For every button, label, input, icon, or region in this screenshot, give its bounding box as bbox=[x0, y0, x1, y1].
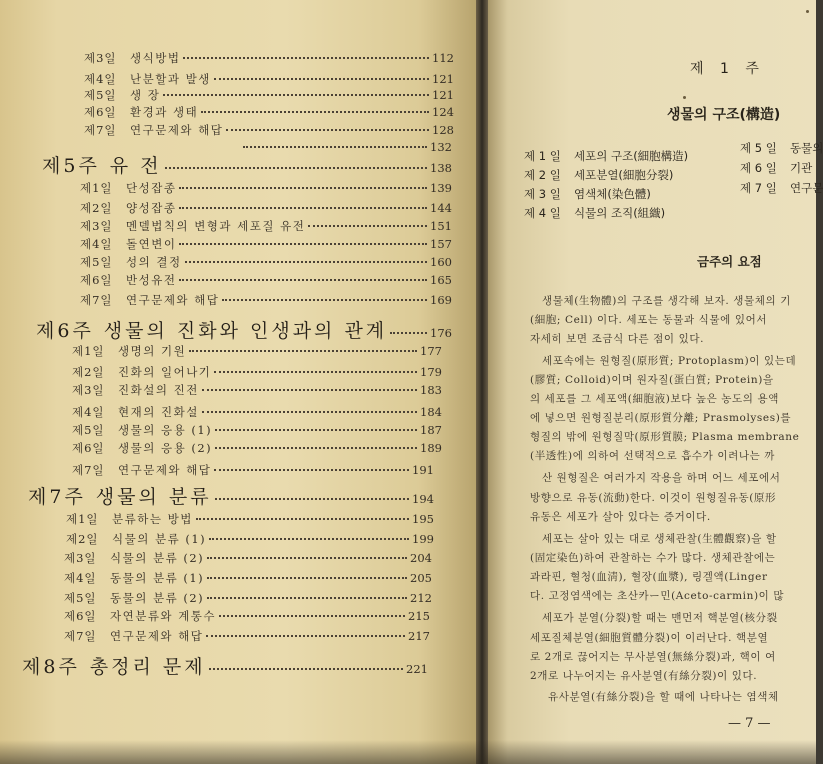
toc-page: 169 bbox=[430, 293, 452, 307]
leader-dots bbox=[215, 498, 409, 500]
toc-day: 제5일 bbox=[64, 591, 97, 605]
toc-entry bbox=[84, 87, 454, 103]
toc-title: 동물의 분류 (2) bbox=[110, 591, 205, 605]
lesson-day: 제 1 일 bbox=[524, 149, 561, 163]
toc-day: 제4일 bbox=[64, 571, 97, 585]
toc-day: 제4일 bbox=[72, 405, 105, 419]
lesson-title: 기관 bbox=[790, 161, 813, 175]
toc-title: 성의 결정 bbox=[126, 255, 182, 269]
lesson-list-item bbox=[740, 160, 812, 176]
toc-entry bbox=[64, 608, 430, 624]
paper-speck bbox=[806, 10, 809, 13]
toc-day: 제7일 bbox=[84, 123, 117, 137]
lesson-list-item bbox=[524, 167, 673, 183]
toc-page: 183 bbox=[420, 383, 442, 397]
leader-dots bbox=[185, 261, 427, 263]
toc-page: 189 bbox=[420, 441, 442, 455]
toc-day: 제1일 bbox=[66, 512, 99, 526]
toc-day: 제6일 bbox=[84, 105, 117, 119]
body-text-line: 세포속에는 원형질(原形質; Protoplasm)이 있는데 bbox=[542, 355, 797, 367]
toc-day: 제2일 bbox=[66, 532, 99, 546]
toc-page: 204 bbox=[410, 551, 432, 565]
body-text-line: (固定染色)하여 관찰하는 수가 많다. 생체관찰에는 bbox=[530, 552, 776, 564]
toc-day: 제2일 bbox=[80, 201, 113, 215]
toc-title: 현재의 진화설 bbox=[118, 405, 199, 419]
lesson-list-item bbox=[524, 205, 665, 221]
toc-entry bbox=[84, 122, 454, 138]
leader-dots bbox=[222, 299, 427, 301]
week-number: 제8주 bbox=[22, 656, 80, 678]
lesson-day: 제 2 일 bbox=[524, 168, 561, 182]
leader-dots bbox=[189, 350, 417, 352]
toc-page: 128 bbox=[432, 123, 454, 137]
toc-title: 연구문제와 해답 bbox=[130, 123, 224, 137]
toc-title: 진화설의 진전 bbox=[118, 383, 199, 397]
paper-speck bbox=[683, 96, 686, 99]
toc-day: 제5일 bbox=[84, 88, 117, 102]
toc-title: 반성유전 bbox=[126, 273, 177, 287]
toc-title: 식물의 분류 (2) bbox=[110, 551, 205, 565]
toc-page: 212 bbox=[410, 591, 432, 605]
toc-day: 제5일 bbox=[80, 255, 113, 269]
toc-title: 멘델법칙의 변형과 세포질 유전 bbox=[126, 219, 306, 233]
toc-title: 돌연변이 bbox=[126, 237, 177, 251]
leader-dots bbox=[219, 615, 405, 617]
toc-week-heading bbox=[42, 151, 452, 178]
leader-dots bbox=[207, 577, 407, 579]
week-title: 생물의 진화와 인생과의 관계 bbox=[103, 320, 388, 342]
toc-title: 식물의 분류 (1) bbox=[112, 532, 207, 546]
toc-title: 양성잡종 bbox=[126, 201, 177, 215]
toc-page: 179 bbox=[420, 365, 442, 379]
toc-day: 제7일 bbox=[72, 463, 105, 477]
toc-day: 제1일 bbox=[80, 181, 113, 195]
body-text-line: 의 세포를 그 세포액(細胞液)보다 높은 농도의 용액 bbox=[530, 393, 779, 405]
body-text-line: (膠質; Colloid)이며 원자질(蛋白質; Protein)을 bbox=[530, 374, 774, 386]
body-text-line: 과라핀, 혈청(血淸), 혈장(血漿), 링겔액(Linger bbox=[530, 571, 768, 583]
body-text-line: 형질의 밖에 원형질막(原形質膜; Plasma membrane bbox=[530, 431, 800, 443]
toc-page: 217 bbox=[408, 629, 430, 643]
leader-dots bbox=[183, 57, 429, 59]
leader-dots bbox=[196, 518, 409, 520]
section-title: 생물의 구조(構造) bbox=[667, 107, 781, 123]
toc-entry bbox=[84, 104, 454, 120]
toc-day: 제6일 bbox=[64, 609, 97, 623]
toc-title: 생물의 응용 (1) bbox=[118, 423, 213, 437]
body-text-line: 자세히 보면 조금식 다른 점이 있다. bbox=[530, 333, 705, 345]
leader-dots bbox=[308, 225, 427, 227]
page-bottom-shadow bbox=[0, 740, 816, 764]
toc-page: 184 bbox=[420, 405, 442, 419]
week-number: 제7주 bbox=[28, 486, 86, 508]
toc-page: 195 bbox=[412, 512, 434, 526]
toc-page: 176 bbox=[430, 326, 452, 340]
toc-page: 187 bbox=[420, 423, 442, 437]
leader-dots bbox=[390, 332, 427, 334]
toc-entry bbox=[64, 590, 432, 606]
leader-dots bbox=[207, 597, 407, 599]
toc-day: 제5일 bbox=[72, 423, 105, 437]
toc-page: 221 bbox=[406, 662, 428, 676]
toc-page: 132 bbox=[430, 140, 452, 154]
body-text-line: 2개로 나누어지는 유사분열(有絲分裂)이 있다. bbox=[530, 670, 758, 682]
leader-dots bbox=[163, 94, 429, 96]
week-heading: 제 1 주 bbox=[690, 61, 765, 77]
toc-title: 진화의 일어나기 bbox=[118, 365, 212, 379]
lesson-list-item bbox=[740, 140, 823, 156]
toc-entry bbox=[72, 364, 442, 380]
lesson-day: 제 6 일 bbox=[740, 161, 777, 175]
toc-entry bbox=[72, 462, 434, 478]
toc-entry bbox=[72, 422, 442, 438]
lesson-day: 제 7 일 bbox=[740, 181, 777, 195]
lesson-title: 동물의 bbox=[790, 141, 823, 155]
toc-title: 연구문제와 해답 bbox=[126, 293, 220, 307]
toc-day: 제3일 bbox=[72, 383, 105, 397]
leader-dots bbox=[179, 207, 427, 209]
toc-entry bbox=[84, 50, 454, 66]
toc-entry bbox=[64, 550, 432, 566]
lesson-day: 제 5 일 bbox=[740, 141, 777, 155]
body-text-line: 세포질체분열(細胞質體分裂)이 이러난다. 핵분열 bbox=[530, 632, 769, 644]
toc-week-heading bbox=[22, 652, 428, 679]
body-text-line: 로 2개로 끊어지는 무사분열(無絲分裂)과, 핵이 여 bbox=[530, 651, 776, 663]
leader-dots bbox=[214, 78, 429, 80]
toc-entry bbox=[80, 254, 452, 270]
toc-page: 165 bbox=[430, 273, 452, 287]
lesson-list-item bbox=[524, 148, 688, 164]
leader-dots bbox=[179, 243, 427, 245]
lesson-day: 제 3 일 bbox=[524, 187, 561, 201]
toc-title: 분류하는 방법 bbox=[112, 512, 193, 526]
toc-page: 112 bbox=[432, 51, 454, 65]
toc-title: 생식방법 bbox=[130, 51, 181, 65]
toc-entry bbox=[80, 200, 452, 216]
leader-dots bbox=[202, 411, 417, 413]
body-text-line: 세포는 살아 있는 대로 생체관찰(生體觀察)을 할 bbox=[542, 533, 777, 545]
lesson-title: 식물의 조직(組織) bbox=[574, 206, 666, 220]
toc-page: 138 bbox=[430, 161, 452, 175]
lesson-title: 연구문 bbox=[790, 181, 823, 195]
toc-title: 연구문제와 해답 bbox=[110, 629, 204, 643]
week-title: 총정리 문제 bbox=[89, 656, 206, 678]
toc-day: 제2일 bbox=[72, 365, 105, 379]
toc-title: 자연분류와 계통수 bbox=[110, 609, 217, 623]
lesson-title: 세포의 구조(細胞構造) bbox=[574, 149, 689, 163]
toc-page: 191 bbox=[412, 463, 434, 477]
lesson-list-item bbox=[740, 180, 823, 196]
body-text-line: 생물체(生物體)의 구조를 생각해 보자. 생물체의 기 bbox=[542, 295, 791, 307]
toc-day: 제7일 bbox=[64, 629, 97, 643]
leader-dots bbox=[201, 111, 429, 113]
toc-title: 생명의 기원 bbox=[118, 344, 187, 358]
lesson-title: 염색체(染色體) bbox=[574, 187, 651, 201]
leader-dots bbox=[214, 469, 409, 471]
toc-entry bbox=[64, 628, 430, 644]
toc-day: 제4일 bbox=[84, 72, 117, 86]
toc-entry bbox=[72, 440, 442, 456]
toc-page: 205 bbox=[410, 571, 432, 585]
body-text-line: (細胞; Cell) 이다. 세포는 동물과 식물에 있어서 bbox=[530, 314, 768, 326]
toc-entry bbox=[66, 511, 434, 527]
toc-week-heading bbox=[28, 482, 434, 509]
leader-dots bbox=[179, 187, 427, 189]
leader-dots bbox=[226, 129, 429, 131]
toc-page: 139 bbox=[430, 181, 452, 195]
toc-day: 제4일 bbox=[80, 237, 113, 251]
toc-title: 난분할과 발생 bbox=[130, 72, 211, 86]
leader-dots bbox=[202, 389, 417, 391]
leader-dots bbox=[243, 146, 427, 148]
toc-page: 199 bbox=[412, 532, 434, 546]
week-title: 생물의 분류 bbox=[95, 486, 212, 508]
body-text-line: 에 넣으면 원형질분리(原形質分離; Prasmolyses)를 bbox=[530, 412, 792, 424]
toc-title: 단성잡종 bbox=[126, 181, 177, 195]
page-number: — 7 — bbox=[728, 716, 771, 731]
leader-dots bbox=[206, 635, 405, 637]
toc-entry bbox=[80, 236, 452, 252]
toc-page: 121 bbox=[432, 72, 454, 86]
toc-entry bbox=[80, 218, 452, 234]
week-title: 유 전 bbox=[109, 155, 162, 177]
toc-day: 제6일 bbox=[80, 273, 113, 287]
toc-day: 제3일 bbox=[84, 51, 117, 65]
toc-week-heading bbox=[36, 316, 452, 343]
lesson-day: 제 4 일 bbox=[524, 206, 561, 220]
body-text-line: (半透性)에 의하여 선택적으로 흡수가 이려나는 까 bbox=[530, 450, 776, 462]
lesson-title: 세포분열(細胞分裂) bbox=[574, 168, 674, 182]
leader-dots bbox=[215, 429, 417, 431]
toc-day: 제6일 bbox=[72, 441, 105, 455]
toc-entry bbox=[80, 180, 452, 196]
toc-title: 생물의 응용 (2) bbox=[118, 441, 213, 455]
toc-title: 생 장 bbox=[130, 88, 161, 102]
toc-entry bbox=[64, 570, 432, 586]
toc-entry bbox=[80, 272, 452, 288]
toc-title: 환경과 생태 bbox=[130, 105, 199, 119]
toc-page: 144 bbox=[430, 201, 452, 215]
leader-dots bbox=[165, 167, 428, 169]
week-number: 제5주 bbox=[42, 155, 100, 177]
toc-title: 동물의 분류 (1) bbox=[110, 571, 205, 585]
toc-day: 제3일 bbox=[80, 219, 113, 233]
body-text-line: 세포가 분열(分裂)할 때는 맨먼저 핵분열(核分裂 bbox=[542, 612, 778, 624]
body-text-line: 산 원형질은 여러가지 작용을 하며 어느 세포에서 bbox=[542, 472, 781, 484]
toc-day: 제1일 bbox=[72, 344, 105, 358]
toc-page: 121 bbox=[432, 88, 454, 102]
toc-entry bbox=[72, 382, 442, 398]
body-text-line: 방향으로 유동(流動)한다. 이것이 원형질유동(原形 bbox=[530, 492, 777, 504]
leader-dots bbox=[215, 447, 417, 449]
toc-page: 124 bbox=[432, 105, 454, 119]
body-text-line: 다. 고정염색에는 초산카ー민(Aceto-carmin)이 많 bbox=[530, 590, 785, 602]
toc-day: 제3일 bbox=[64, 551, 97, 565]
toc-title: 연구문제와 해답 bbox=[118, 463, 212, 477]
body-text-line: 유사분열(有絲分裂)을 할 때에 나타나는 염색체 bbox=[548, 691, 779, 703]
toc-entry bbox=[66, 531, 434, 547]
lesson-list-item bbox=[524, 186, 651, 202]
toc-entry bbox=[80, 292, 452, 308]
leader-dots bbox=[207, 557, 407, 559]
leader-dots bbox=[209, 538, 409, 540]
toc-day: 제7일 bbox=[80, 293, 113, 307]
toc-page: 157 bbox=[430, 237, 452, 251]
book-gutter bbox=[476, 0, 488, 764]
leader-dots bbox=[214, 371, 417, 373]
toc-page: 194 bbox=[412, 492, 434, 506]
toc-entry bbox=[72, 404, 442, 420]
toc-page: 160 bbox=[430, 255, 452, 269]
body-text-line: 유동은 세포가 살아 있다는 증거이다. bbox=[530, 511, 711, 523]
toc-page: 215 bbox=[408, 609, 430, 623]
leader-dots bbox=[209, 668, 403, 670]
toc-entry bbox=[84, 71, 454, 87]
toc-entry bbox=[72, 343, 442, 359]
toc-page: 151 bbox=[430, 219, 452, 233]
leader-dots bbox=[179, 279, 427, 281]
week-number: 제6주 bbox=[36, 320, 94, 342]
summary-heading: 금주의 요점 bbox=[697, 254, 762, 269]
toc-page: 177 bbox=[420, 344, 442, 358]
